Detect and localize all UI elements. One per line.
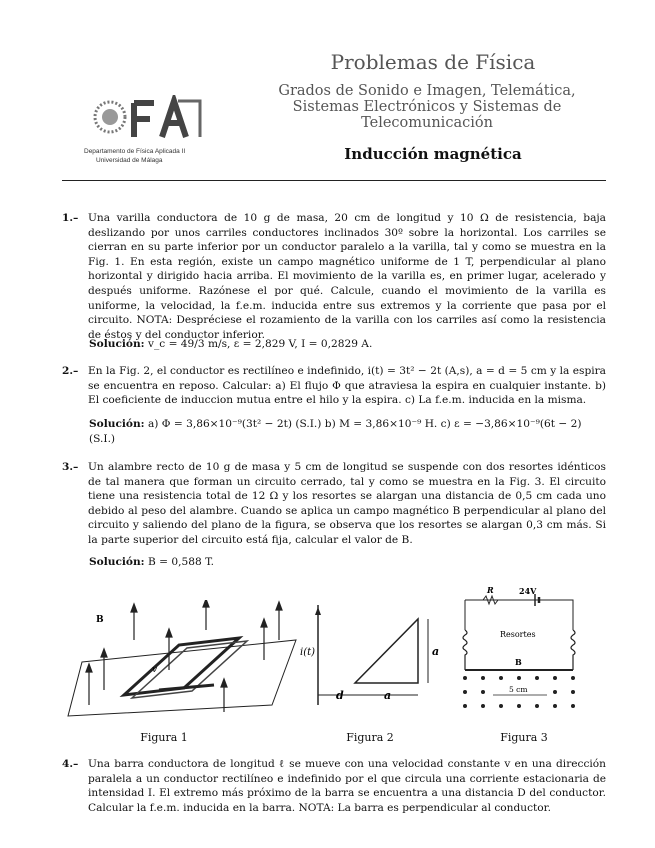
problem-number: 2.– xyxy=(62,365,79,377)
solution-label: Solución: xyxy=(89,338,145,350)
solution-3 xyxy=(89,555,606,570)
problem-1 xyxy=(62,211,606,342)
fig1-rails-inner xyxy=(132,641,247,698)
figure-1 xyxy=(64,600,304,725)
figure-1-caption: Figura 1 xyxy=(140,731,188,744)
fig3-label-R: R xyxy=(487,585,494,595)
fig1-label-v: v xyxy=(152,665,158,675)
solution-1 xyxy=(89,337,606,352)
page-subtitle xyxy=(262,83,592,131)
fig3-spring-right xyxy=(571,630,575,670)
fig2-label-current: i(t) xyxy=(300,647,316,658)
department-logo xyxy=(82,95,212,167)
solution-2 xyxy=(89,417,606,446)
subtitle-line3: Telecomunicación xyxy=(361,115,493,131)
problem-text: En la Fig. 2, el conductor es rectilíneo e indefinido, i(t) = 3t² − 2t (A,s), a = d = 5 cm y la espira se encuentra en reposo. Calcular: a) El flujo Φ que atraviesa la espira en cualquier instante. b) El coeficiente de induccion mutua entre el hilo y la espira. c) La f.e.m. inducida en la misma. xyxy=(88,365,606,407)
solution-label: Solución: xyxy=(89,418,145,430)
fig3-label-springs: Resortes xyxy=(500,630,536,639)
fig3-label-B: B xyxy=(515,657,522,667)
subtitle-line2: Sistemas Electrónicos y Sistemas de xyxy=(292,99,562,115)
fig1-field-arrows xyxy=(86,600,282,712)
solution-text: B = 0,588 T. xyxy=(147,556,214,568)
problem-2 xyxy=(62,364,606,408)
solution-text: a) Φ = 3,86×10⁻⁹(3t² − 2t) (S.I.) b) M = 3,86×10⁻⁹ H. c) ε = −3,86×10⁻⁹(6t − 2) (S.I.) xyxy=(89,418,582,445)
fig3-spring-left xyxy=(463,630,467,670)
fig1-plane xyxy=(68,640,296,716)
problem-text: Una varilla conductora de 10 g de masa, 20 cm de longitud y 10 Ω de resistencia, baja deslizando por unos carriles conductores inclinados 30º sobre la horizontal. Los carriles se cierran en su parte inferior por un conductor paralelo a la varilla, tal y como se muestra en la Fig. 1. En esta región, existe un campo magnético uniforme de 1 T, perpendicular al plano horizontal y dirigido hacia arriba. El movimiento de la varilla es, en primer lugar, acelerado y después uniforme. Razónese el por qué. Calcule, cuando el movimiento de la varilla es uniforme, la velocidad, la f.e.m. inducida entre sus extremos y la corriente que pasa por el circuito. NOTA: Despréciese el rozamiento de la varilla con los carriles así como la resistencia de éstos y del conductor inferior. xyxy=(88,212,606,341)
fig2-label-d: d xyxy=(336,689,344,702)
problem-number: 1.– xyxy=(62,212,79,224)
problem-3 xyxy=(62,460,606,548)
solution-text: v_c = 49/3 m/s, ε = 2,829 V, I = 0,2829 A. xyxy=(147,338,373,350)
figure-3 xyxy=(455,585,585,715)
solution-label: Solución: xyxy=(89,556,145,568)
figure-3-caption: Figura 3 xyxy=(500,731,548,744)
problem-text: Una barra conductora de longitud ℓ se mueve con una velocidad constante v en una dirección paralela a un conductor rectilíneo e indefinido por el que circula una corriente estacionaria de intensidad I. El extremo más próximo de la barra se encuentra a una distancia D del conductor. Calcular la f.e.m. inducida en la barra. NOTA: La barra es perpendicular al conductor. xyxy=(88,758,606,814)
fig2-label-a-horizontal: a xyxy=(384,689,392,702)
fig2-label-a-vertical: a xyxy=(432,645,440,658)
topic-heading: Inducción magnética xyxy=(344,145,522,163)
fig3-label-length: 5 cm xyxy=(509,685,528,694)
logo-caption-line2: Universidad de Málaga xyxy=(96,157,163,164)
figure-2 xyxy=(300,605,450,705)
subtitle-line1: Grados de Sonido e Imagen, Telemática, xyxy=(278,83,576,99)
figure-2-caption: Figura 2 xyxy=(346,731,394,744)
logo-caption-line1: Departamento de Física Aplicada II xyxy=(84,148,186,155)
fig2-loop xyxy=(355,619,418,683)
problem-number: 4.– xyxy=(62,758,79,770)
problem-number: 3.– xyxy=(62,461,79,473)
problem-4 xyxy=(62,757,606,815)
page-title: Problemas de Física xyxy=(330,50,536,74)
fig3-label-battery: 24V xyxy=(519,586,537,596)
header-divider xyxy=(62,180,606,181)
problem-text: Un alambre recto de 10 g de masa y 5 cm de longitud se suspende con dos resortes idénticos de tal manera que forman un circuito cerrado, tal y como se muestra en la Fig. 3. El circuito tiene una resistencia total de 12 Ω y los resortes se alargan una distancia de 0,5 cm cada uno debido al peso del alambre. Cuando se aplica un campo magnético B perpendicular al plano del circuito y saliendo del plano de la figura, se observa que los resortes se alargan 0,3 cm más. Si la parte superior del circuito está fija, calcular el valor de B. xyxy=(88,461,606,546)
fig1-label-B: B xyxy=(96,615,104,625)
